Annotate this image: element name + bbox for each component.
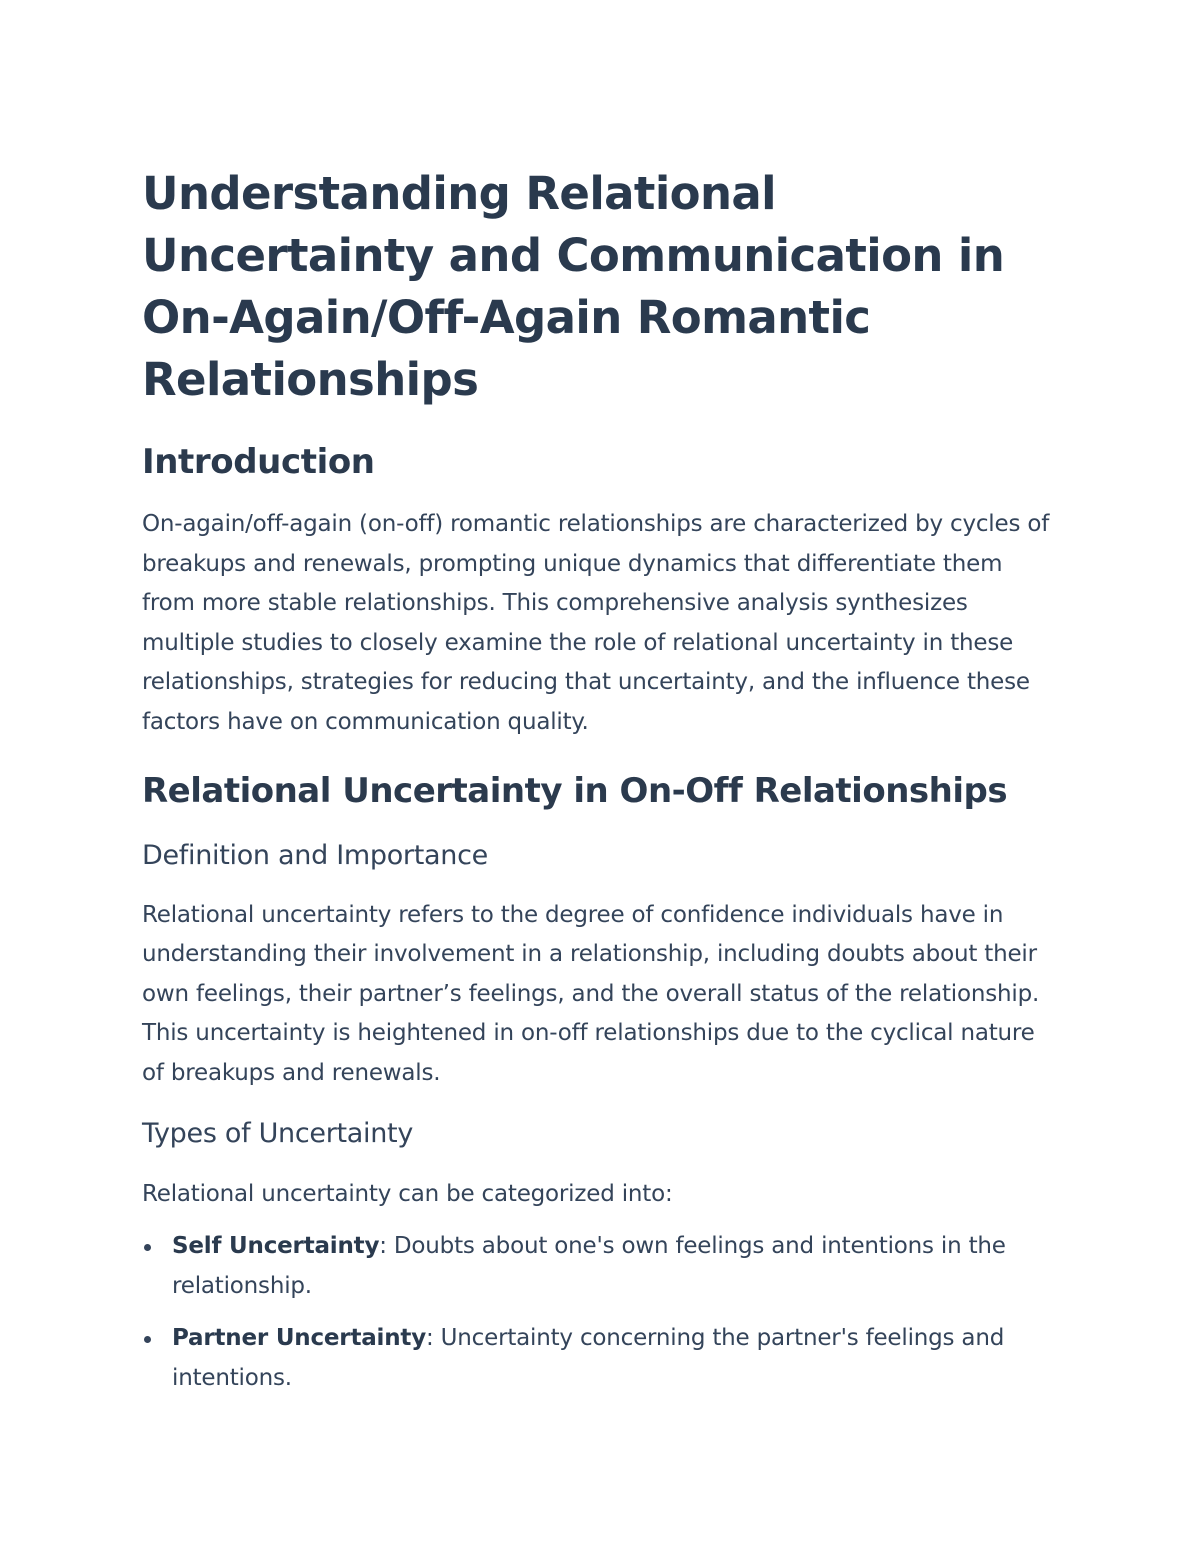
- list-item-text: : Doubts about one's own feelings and intentions in the relationship.: [172, 1233, 1006, 1299]
- bullet-icon: [144, 1336, 151, 1343]
- section-heading: Relational Uncertainty in On-Off Relationships: [142, 770, 1008, 811]
- list-item-term: Self Uncertainty: [172, 1233, 380, 1260]
- list-item: [142, 1227, 1062, 1306]
- definition-paragraph: Relational uncertainty refers to the degree of confidence individuals have in understanding their involvement in a relationship, including doubts about their own feelings, their partner’s feelings, and the overall status of the relationship. This uncertainty is heightened in on-off relationships due to the cyclical nature of breakups and renewals.: [142, 901, 1040, 1086]
- introduction-paragraph: On-again/off-again (on-off) romantic relationships are characterized by cycles of breakups and renewals, prompting unique dynamics that differentiate them from more stable relationships. This comprehensive analysis synthesizes multiple studies to closely examine the role of relational uncertainty in these relationships, strategies for reducing that uncertainty, and the influence these factors have on communication quality.: [142, 511, 1050, 735]
- list-item-text: : Uncertainty concerning the partner's feelings and intentions.: [172, 1325, 1005, 1391]
- document-page: [142, 163, 1062, 1412]
- list-item-term: Partner Uncertainty: [172, 1325, 427, 1352]
- document-title: Understanding Relational Uncertainty and Communication in On-Again/Off-Again Romantic Relationships: [142, 167, 1005, 406]
- bullet-icon: [144, 1244, 151, 1251]
- introduction-heading: Introduction: [142, 442, 375, 482]
- uncertainty-types-list: [142, 1227, 1062, 1398]
- definition-heading: Definition and Importance: [142, 839, 488, 871]
- types-heading: Types of Uncertainty: [142, 1117, 414, 1149]
- types-lead-paragraph: Relational uncertainty can be categorized into:: [142, 1180, 673, 1207]
- list-item: [142, 1319, 1062, 1398]
